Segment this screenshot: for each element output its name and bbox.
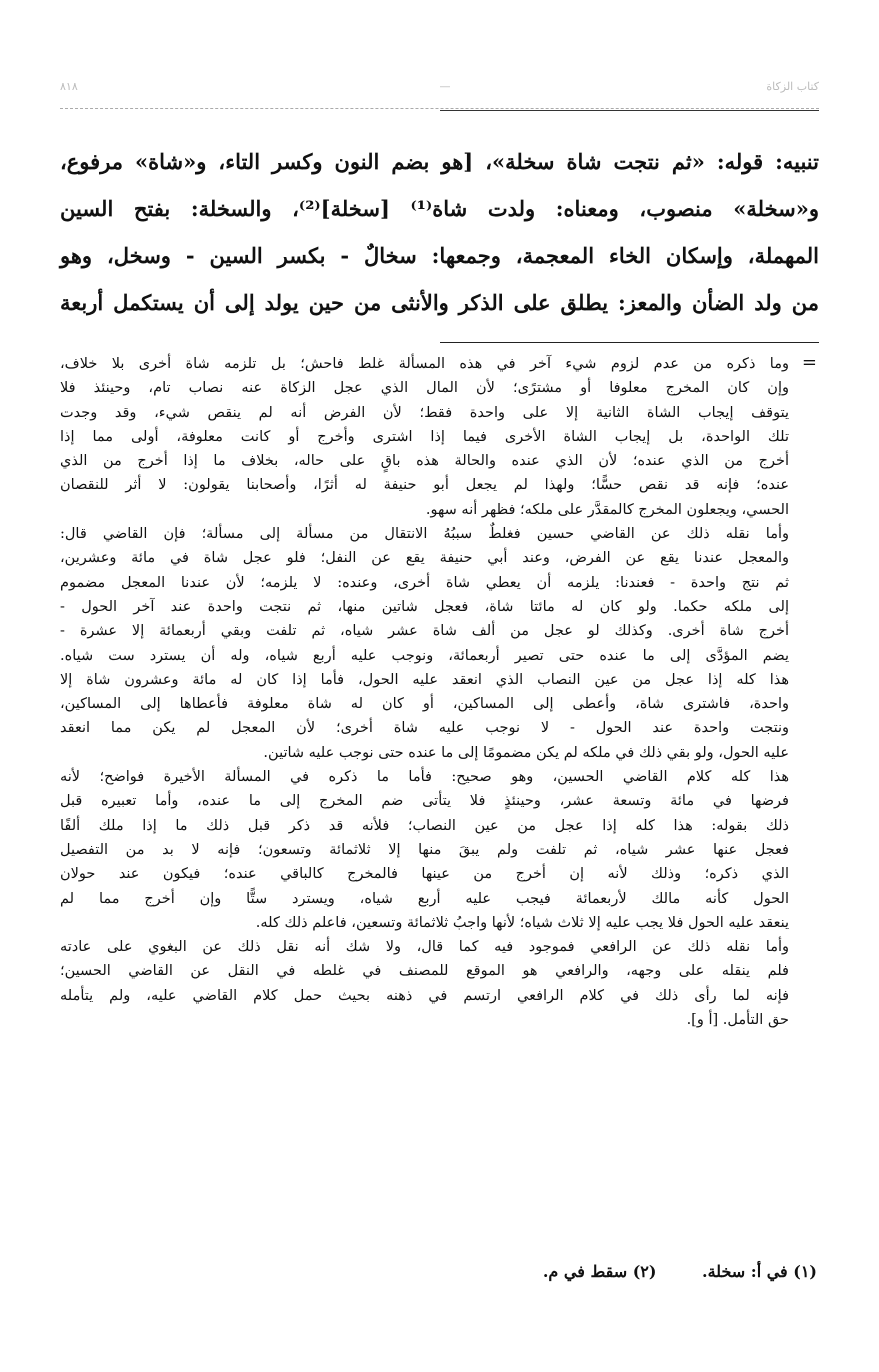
running-header [60, 80, 819, 100]
main-text [60, 138, 819, 326]
header-ornament: — [439, 80, 451, 93]
footnotes [503, 1262, 817, 1281]
note-line: وإن كان المخرج معلوفا أو مشترًى؛ لأن المال الذي عجل الزكاة عنه نصاب تام، وحينئذ فلا [60, 380, 789, 397]
note-line: هذا كله إذا عجل من عين النصاب الذي انعقد عليه الحول، فأما إذا كان له مائة وعشرون شاة إلا [60, 671, 789, 688]
note-line: فلم ينقله على وجهه، والرافعي هو الموقع للمصنف في غلطه في النقل عن القاضي الحسين؛ [60, 963, 789, 980]
footnote-separator [440, 342, 819, 343]
note-line: يتوقف إيجاب الشاة الثانية إلا على واحدة فقط؛ لأن الفرض أنه لم ينقص شيء، وقد وجدت [60, 404, 789, 421]
note-line: واحدة، فاشترى شاة، وأعطى إلى المساكين، أو كان له شاة معلوفة فأعطاها إلى المساكين، [60, 696, 789, 713]
note-line: إلى ملكه حكما. ولو كان له مائتا شاة، فعجل شاتين منها، ثم نتجت واحدة عند آخر الحول - [60, 598, 789, 615]
note-line: عنده؛ فإنه قد نقص حسًّا؛ ولهذا لم يجعل أبو حنيفة له أثرًا، وأصحابنا يقولون: لا أثر للنقصان [60, 477, 789, 494]
note-line: فعجل عنها عشر شياه، ثم تلفت ولم يبقَ منها إلا ثلاثمائة وتسعون؛ فإنه لا بد من التفصيل [60, 841, 789, 858]
note-line: ينعقد عليه الحول فلا يجب عليه إلا ثلاث شياه؛ لأنها واجبُ ثلاثمائة وتسعين، فاعلم ذلك كله. [255, 914, 789, 931]
header-rule-solid [440, 110, 819, 111]
note-line: وأما نقله ذلك عن الرافعي فموجود فيه كما قال، ولا شك أنه نقل ذلك عن البغوي على عادته [60, 939, 789, 956]
note-line: الذي ذكره؛ وذلك لأنه إن أخرج من عينها فالمخرج كالباقي عنده؛ فيكون عند حولان [60, 866, 789, 883]
footnote-2: (٢) سقط في م. [542, 1262, 657, 1281]
main-line: من ولد الضأن والمعز: يطلق على الذكر والأنثى من حين يولد إلى أن يستكمل أربعة [60, 290, 819, 315]
commentary-notes [60, 352, 789, 1032]
note-line: فإنه لما رأى ذلك في كلام الرافعي ارتسم في ذهنه بحيث حمل كلام القاضي عليه، ولم يتأمله [60, 987, 789, 1004]
main-line: تنبيه: قوله: «ثم نتجت شاة سخلة»، [هو بضم النون وكسر التاء، و«شاة» مرفوع، [60, 149, 819, 174]
continuation-mark: = [801, 352, 817, 373]
header-rule [60, 108, 819, 109]
note-line: حق التأمل. [أ و]. [686, 1012, 789, 1029]
page-number: ٨١٨ [60, 80, 78, 93]
note-line: الحول كأنه مالك لأربعمائة فيجب عليه أربع شياه، ويسترد ستًّا وإن أخرج مما لم [60, 890, 789, 907]
note-line: أخرج شاة أخرى. وكذلك لو عجل من ألف شاة عشر شياه، ثم تلفت وبقي أربعمائة إلا عشرة - [60, 623, 790, 640]
note-line: تلك الواحدة، بل إيجاب الشاة الأخرى فيما إذا اشترى وأخرج أو كانت معلوفة، أولى مما إذا [60, 428, 789, 445]
note-line: ونتجت واحدة عند الحول - لا نوجب عليه شاة أخرى؛ لأن المعجل لم يكن مما انعقد [60, 720, 789, 737]
note-line: هذا كله كلام القاضي الحسين، وهو صحيح: فأما ما ذكره في المسألة الأخيرة فواضح؛ لأنه [60, 769, 789, 786]
running-title: كتاب الزكاة [766, 80, 819, 93]
note-line: فرضها في مائة وتسعة عشر، وحينئذٍ فلا يتأتى ضم المخرج إلى ما عنده، وأما تعبيره قبل [60, 793, 789, 810]
main-line: المهملة، وإسكان الخاء المعجمة، وجمعها: سخالٌ - بكسر السين - وسخل، وهو [60, 243, 819, 268]
main-line: و«سخلة» منصوب، ومعناه: ولدت شاة⁽¹⁾ [سخلة]⁽²⁾، والسخلة: بفتح السين [60, 196, 819, 221]
note-line: أخرج من الذي عنده؛ لأن الذي عنده والحالة هذه باقٍ على حاله، بخلاف ما إذا أخرج من الذي [60, 453, 789, 470]
note-line: والمعجل عندنا يقع عن الفرض، وعند أبي حنيفة يقع عن النفل؛ فلو عجل شاة في مائة وعشرين، [60, 550, 789, 567]
note-line: عليه الحول، ولو بقي ذلك في ملكه لم يكن مضمومًا إلى ما عنده حتى نوجب عليه شاتين. [263, 744, 789, 761]
note-line: وأما نقله ذلك عن القاضي حسين فغلطٌ سببُهُ الانتقال من مسألة إلى مسألة؛ فإن القاضي قال: [60, 526, 789, 543]
footnote-1: (١) في أ: سخلة. [702, 1262, 817, 1281]
note-line: يضم المؤدَّى إلى ما عنده حتى تصير أربعمائة، ونوجب عليه أربع شياه، وله أن يسترد ست شياه. [60, 647, 789, 664]
note-line: الحسي، ويجعلون المخرج كالمقدَّر على ملكه؛ فظهر أنه سهو. [425, 501, 789, 518]
note-line: ذلك بقوله: هذا كله إذا عجل من عين النصاب؛ فلأنه قد ذكر قبل ذلك ما إذا ملك ألفًا [60, 817, 789, 834]
note-line: ثم نتج واحدة - فعندنا: يلزمه أن يعطي شاة أخرى، وعنده: لا يلزمه؛ لأن عندنا المعجل مضموم [60, 574, 789, 591]
note-line: وما ذكره من عدم لزوم شيء آخر في هذه المسألة غلط فاحش؛ بل تلزمه شاة أخرى بلا خلاف، [60, 356, 789, 372]
